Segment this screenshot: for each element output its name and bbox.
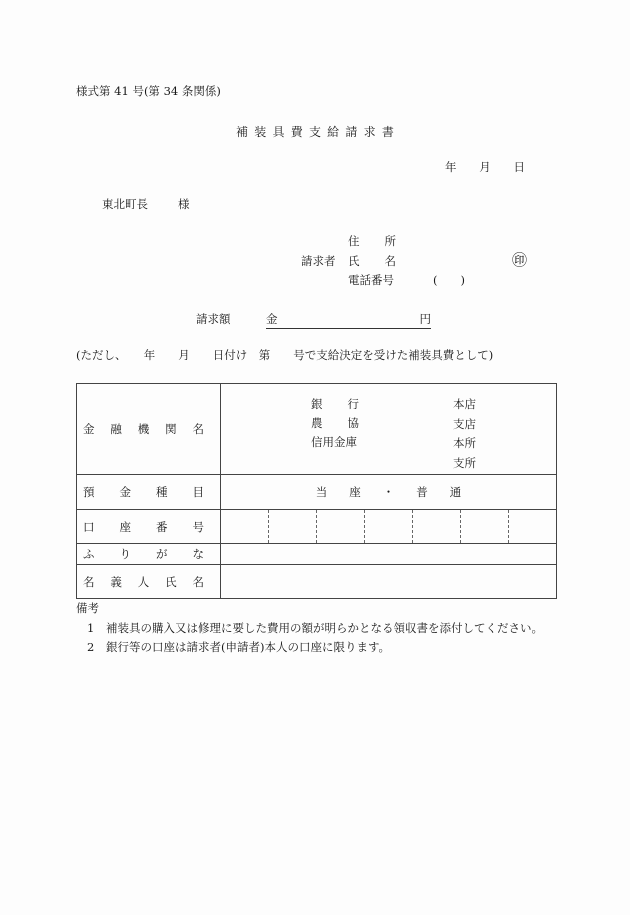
- document-title: [236, 126, 394, 138]
- label-char: 所: [384, 234, 396, 248]
- holder-name-row: [77, 565, 557, 599]
- phone-field[interactable]: [433, 275, 465, 287]
- option-char: 通: [449, 485, 462, 499]
- account-digit-cell[interactable]: [269, 510, 317, 543]
- title-char: 給: [327, 125, 340, 139]
- header-char: 預: [83, 485, 95, 499]
- account-number-row: [77, 510, 557, 544]
- decision-note: (ただし、 年 月 日付け 第 号で支給決定を受けた補装具費として): [76, 348, 494, 362]
- account-digit-cell[interactable]: [221, 510, 269, 543]
- title-char: 求: [363, 125, 376, 139]
- addressee: [102, 199, 190, 211]
- title-char: 具: [272, 125, 285, 139]
- title-char: 費: [290, 125, 303, 139]
- requester-name-label: [348, 256, 396, 268]
- furigana-row: [77, 544, 557, 565]
- amount-field[interactable]: [266, 314, 431, 329]
- amount-label: 請求額: [196, 312, 231, 326]
- title-char: 補: [236, 125, 249, 139]
- paren-close: ): [460, 273, 465, 287]
- holder-name-header: [77, 565, 221, 599]
- date-field[interactable]: [445, 162, 525, 174]
- header-char: ふ: [83, 547, 95, 561]
- deposit-type-row: [77, 475, 557, 510]
- header-char: 機: [137, 422, 150, 436]
- account-digit-cell[interactable]: [509, 510, 556, 543]
- remark-number: 1: [87, 621, 95, 635]
- deposit-type-cell[interactable]: [221, 475, 557, 510]
- header-char: 座: [119, 519, 131, 534]
- bank-account-table: [76, 383, 557, 599]
- header-char: な: [192, 547, 204, 561]
- remark-item: [87, 623, 543, 635]
- account-digit-cell[interactable]: [461, 510, 509, 543]
- amount-suffix: 円: [419, 312, 431, 326]
- option-head-station[interactable]: 本所: [453, 436, 476, 450]
- header-char: 名: [83, 574, 95, 589]
- furigana-header: [77, 544, 221, 565]
- paren-open: (: [433, 273, 438, 287]
- header-char: 関: [165, 422, 177, 436]
- furigana-input[interactable]: [221, 544, 557, 565]
- institution-header: [77, 384, 221, 475]
- institution-cell[interactable]: [221, 384, 557, 475]
- remark-number: 2: [87, 640, 95, 654]
- requester-address-label: [348, 236, 396, 248]
- branch-type-options: [453, 395, 476, 473]
- title-char: 装: [254, 125, 267, 139]
- form-number-label: 様式第 41 号(第 34 条関係): [76, 84, 221, 98]
- option-char: 協: [347, 416, 359, 430]
- option-char: 農: [311, 416, 323, 430]
- requester-label: 請求者: [301, 254, 336, 268]
- title-char: 書: [381, 125, 394, 139]
- requester-phone-label: 電話番号: [348, 273, 394, 287]
- seal-icon: ㊞: [512, 251, 528, 269]
- header-char: 氏: [165, 574, 177, 589]
- option-bank[interactable]: [311, 395, 359, 414]
- addressee-honorific: 様: [178, 197, 190, 211]
- account-digit-cell[interactable]: [365, 510, 413, 543]
- header-char: 目: [192, 485, 204, 499]
- option-char: 銀: [311, 397, 323, 411]
- remark-text: 補装具の購入又は修理に要した費用の額が明らかとなる領収書を添付してください。: [106, 621, 543, 635]
- institution-type-options: [311, 395, 359, 452]
- header-char: 金: [119, 485, 131, 499]
- amount-prefix: 金: [266, 312, 278, 326]
- account-digit-cell[interactable]: [317, 510, 365, 543]
- header-char: り: [119, 547, 131, 561]
- separator: ・: [382, 485, 395, 499]
- header-char: 種: [156, 485, 168, 499]
- header-char: 名: [192, 422, 204, 436]
- option-branch-office[interactable]: 支店: [453, 416, 476, 431]
- account-number-header: [77, 510, 221, 544]
- addressee-name: 東北町長: [102, 197, 148, 211]
- remark-text: 銀行等の口座は請求者(申請者)本人の口座に限ります。: [106, 640, 391, 654]
- header-char: 融: [110, 422, 122, 436]
- account-digit-cell[interactable]: [413, 510, 461, 543]
- header-char: 番: [156, 519, 168, 534]
- option-char: 座: [349, 485, 361, 499]
- label-char: 住: [348, 234, 360, 248]
- header-char: 名: [192, 574, 204, 589]
- label-char: 名: [384, 254, 396, 268]
- date-day-label: 日: [513, 160, 525, 174]
- label-char: 氏: [348, 254, 360, 268]
- option-char: 普: [416, 485, 428, 499]
- option-head-office[interactable]: 本店: [453, 397, 476, 411]
- header-char: が: [156, 547, 168, 561]
- header-char: 号: [192, 519, 204, 534]
- title-char: 請: [345, 125, 358, 139]
- holder-name-input[interactable]: [221, 565, 557, 599]
- date-month-label: 月: [479, 160, 491, 174]
- header-char: 金: [83, 422, 95, 436]
- option-char: 行: [347, 397, 359, 411]
- header-char: 口: [83, 519, 95, 534]
- account-number-cells: [221, 510, 557, 544]
- option-ja[interactable]: [311, 414, 359, 433]
- option-shinkin[interactable]: 信用金庫: [311, 435, 357, 449]
- remarks-title: 備考: [76, 601, 99, 615]
- option-char: 当: [315, 485, 328, 499]
- header-char: 義: [110, 574, 122, 589]
- remark-item: [87, 642, 390, 654]
- deposit-type-header: [77, 475, 221, 510]
- option-branch-station[interactable]: 支所: [453, 455, 476, 470]
- title-char: 支: [308, 125, 321, 139]
- date-year-label: 年: [445, 160, 457, 174]
- institution-row: [77, 384, 557, 475]
- header-char: 人: [137, 574, 150, 589]
